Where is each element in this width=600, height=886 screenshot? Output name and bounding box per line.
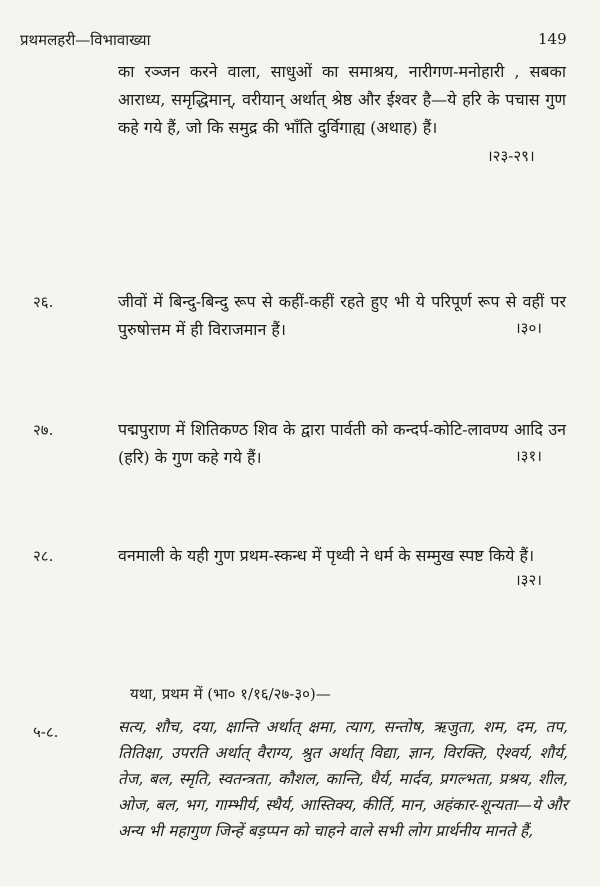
page-number: 149 (538, 30, 567, 48)
item-number-27: २७. (33, 421, 54, 439)
item-ref-26: ।३०। (515, 319, 542, 337)
citation-verse-text: सत्य, शौच, दया, क्षान्ति अर्थात् क्षमा, त्याग, सन्तोष, ऋजुता, शम, दम, तप, तितिक्षा, उपरति अर्थात् वैराग्य, श्रुत अर्थात् विद्या, ज्ञान, विरक्ति, ऐश्वर्य, शौर्य, तेज, बल, स्मृति, स्वतन्त्रता, कौशल, कान्ति, धैर्य, मार्दव, प्रगल्भता, प्रश्रय, शील, ओज, बल, भग, गाम्भीर्य, स्थैर्य, आस्तिक्य, कीर्ति, मान, अहंकार-शून्यता—ये और अन्य भी महागुण जिन्हें बड़प्पन को चाहने वाले सभी लोग प्रार्थनीय मानते हैं, (118, 718, 568, 840)
citation-intro: यथा, प्रथम में (भा० १/१६/२७-३०)— (130, 685, 331, 703)
item-text-27: पद्मपुराण में शितिकण्ठ शिव के द्वारा पार्वती को कन्दर्प-कोटि-लावण्य आदि उन (हरि) के गुण कहे गये हैं। (118, 420, 566, 467)
item-number-26: २६. (33, 293, 54, 311)
continuation-paragraph: का रञ्जन करने वाला, साधुओं का समाश्रय, नारीगण-मनोहारी , सबका आराध्य, समृद्धिमान्, वरीयान् अर्थात् श्रेष्ठ और ईश्वर है—ये हरि के पचास गुण कहे गये हैं, जो कि समुद्र की भाँति दुर्विगाह्य (अथाह) हैं। (118, 62, 566, 137)
item-ref-28: ।३२। (515, 571, 542, 589)
running-header-title: प्रथमलहरी—विभावाख्या (20, 31, 151, 49)
item-text-28: वनमाली के यही गुण प्रथम-स्कन्ध में पृथ्वी ने धर्म के सम्मुख स्पष्ट किये हैं। (118, 546, 535, 565)
continuation-verse-ref: ।२३-२९। (487, 147, 535, 165)
citation-verse-number: ५-८. (33, 723, 59, 741)
item-ref-27: ।३१। (515, 447, 542, 465)
item-number-28: २८. (33, 547, 54, 565)
item-text-26: जीवों में बिन्दु-बिन्दु रूप से कहीं-कहीं रहते हुए भी ये परिपूर्ण रूप से वहीं पर पुरुषोत्तम में ही विराजमान हैं। (118, 292, 566, 339)
